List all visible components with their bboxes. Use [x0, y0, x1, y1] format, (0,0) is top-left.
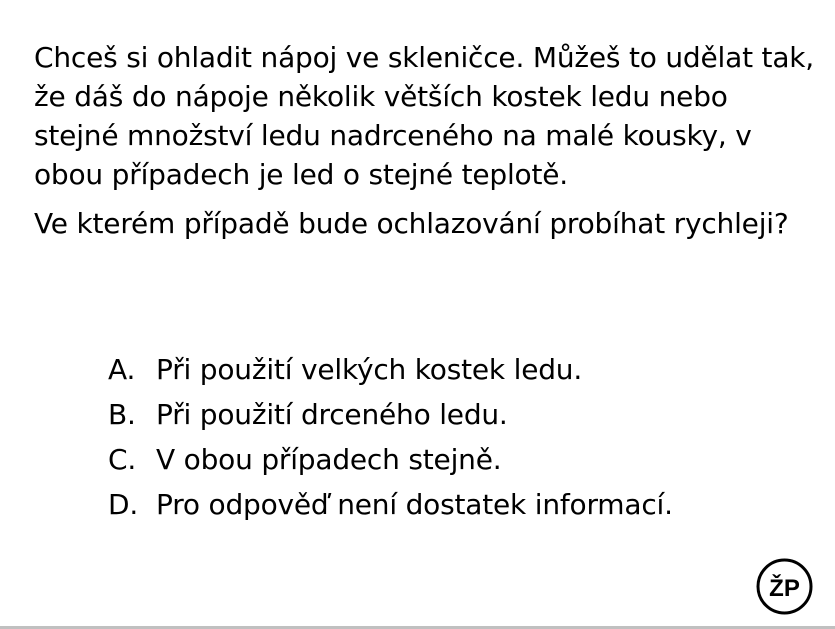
question-paragraph-2: Ve kterém případě bude ochlazování probíhat rychleji? — [34, 207, 789, 240]
zp-logo — [755, 557, 814, 616]
question-text — [34, 38, 814, 243]
option-text: Pro odpověď není dostatek informací. — [156, 488, 673, 521]
option-text: Při použití drceného ledu. — [156, 398, 508, 431]
option-letter: D. — [108, 488, 139, 521]
option-letter: C. — [108, 443, 137, 476]
logo-text: ŽP — [769, 575, 800, 602]
option-a — [108, 347, 808, 392]
option-text: Při použití velkých kostek ledu. — [156, 353, 583, 386]
option-d — [108, 482, 808, 527]
answer-options — [108, 347, 808, 527]
option-b — [108, 392, 808, 437]
option-letter: A. — [108, 353, 136, 386]
option-c — [108, 437, 808, 482]
question-paragraph-1: Chceš si ohladit nápoj ve skleničce. Můžeš to udělat tak, že dáš do nápoje několik větších kostek ledu nebo stejné množství ledu nadrceného na malé kousky, v obou případech je led o stejné teplotě. — [34, 41, 814, 191]
option-letter: B. — [108, 398, 136, 431]
option-text: V obou případech stejně. — [156, 443, 502, 476]
